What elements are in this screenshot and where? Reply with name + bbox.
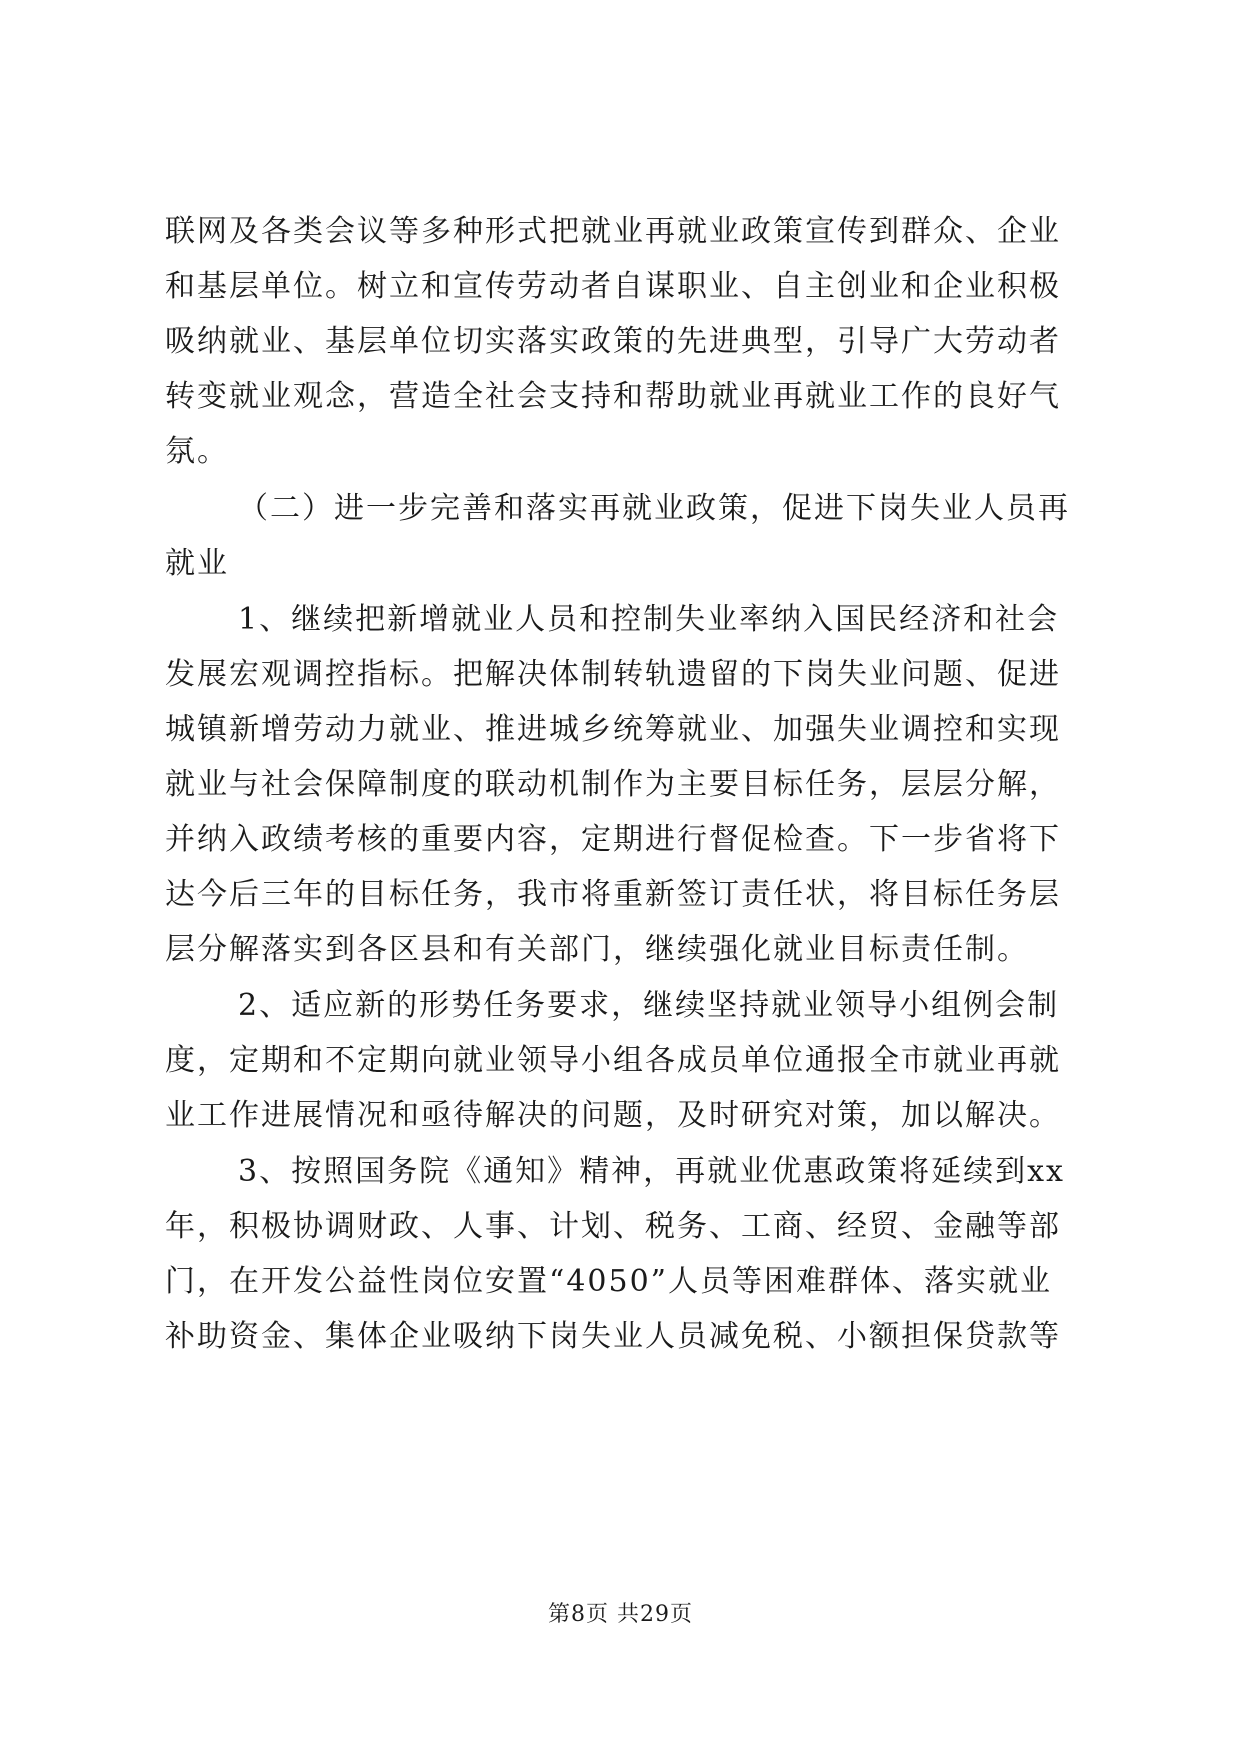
text-line: 就业与社会保障制度的联动机制作为主要目标任务，层层分解， <box>165 767 1061 802</box>
section-heading-continued: 就业 <box>165 546 229 581</box>
text-line: 度，定期和不定期向就业领导小组各成员单位通报全市就业再就 <box>165 1043 1061 1078</box>
text-line: 氛。 <box>165 434 229 469</box>
text-line: 和基层单位。树立和宣传劳动者自谋职业、自主创业和企业积极 <box>165 269 1061 304</box>
text-line: 并纳入政绩考核的重要内容，定期进行督促检查。下一步省将下 <box>165 822 1061 857</box>
text-line: 补助资金、集体企业吸纳下岗失业人员减免税、小额担保贷款等 <box>165 1319 1061 1354</box>
section-heading: （二）进一步完善和落实再就业政策，促进下岗失业人员再 <box>238 491 1070 526</box>
paragraph-start: 1、继续把新增就业人员和控制失业率纳入国民经济和社会 <box>238 602 1060 637</box>
text-line: 吸纳就业、基层单位切实落实政策的先进典型，引导广大劳动者 <box>165 324 1061 359</box>
text-line: 业工作进展情况和亟待解决的问题，及时研究对策，加以解决。 <box>165 1098 1061 1133</box>
text-line: 门，在开发公益性岗位安置“4050”人员等困难群体、落实就业 <box>165 1264 1053 1299</box>
text-line: 层分解落实到各区县和有关部门，继续强化就业目标责任制。 <box>165 932 1029 967</box>
paragraph-start: 3、按照国务院《通知》精神，再就业优惠政策将延续到xx <box>238 1154 1065 1189</box>
text-line: 城镇新增劳动力就业、推进城乡统筹就业、加强失业调控和实现 <box>165 712 1061 747</box>
page-number-footer: 第8页 共29页 <box>548 1602 693 1627</box>
paragraph-start: 2、适应新的形势任务要求，继续坚持就业领导小组例会制 <box>238 988 1060 1023</box>
text-line: 年，积极协调财政、人事、计划、税务、工商、经贸、金融等部 <box>165 1209 1061 1244</box>
text-line: 达今后三年的目标任务，我市将重新签订责任状，将目标任务层 <box>165 877 1061 912</box>
text-line: 联网及各类会议等多种形式把就业再就业政策宣传到群众、企业 <box>165 214 1061 249</box>
text-line: 发展宏观调控指标。把解决体制转轨遗留的下岗失业问题、促进 <box>165 657 1061 692</box>
text-line: 转变就业观念，营造全社会支持和帮助就业再就业工作的良好气 <box>165 379 1061 414</box>
